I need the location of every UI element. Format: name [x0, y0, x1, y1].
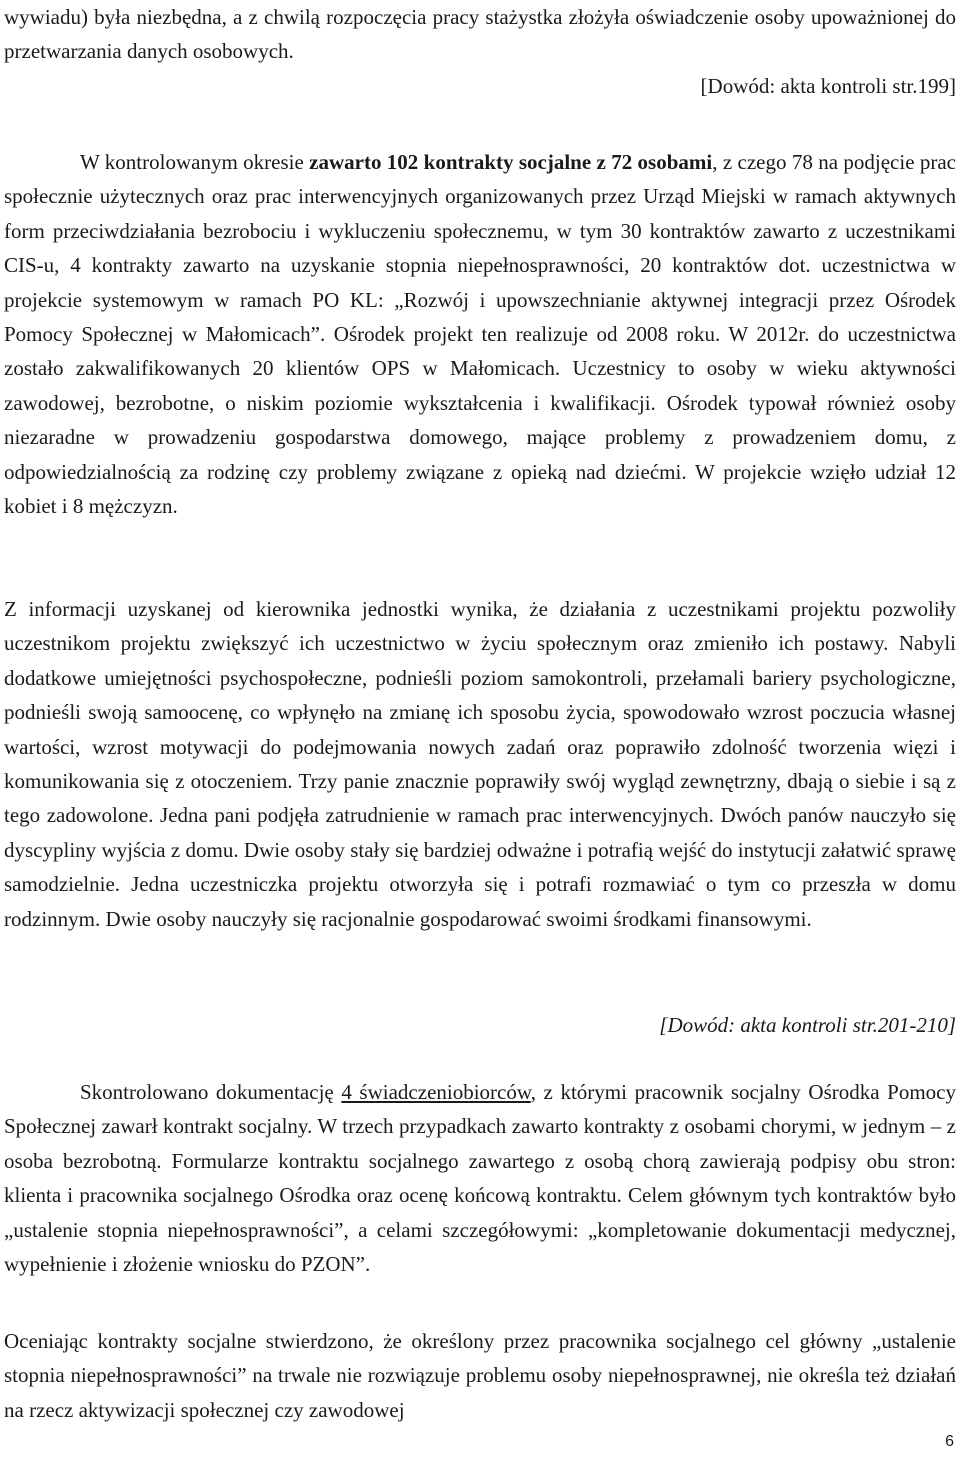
evidence-text: [Dowód: akta kontroli str.199] — [700, 74, 956, 98]
contracts-highlight: zawarto 102 kontrakty socjalne z 72 osobami — [309, 150, 713, 174]
page-number: 6 — [945, 1433, 954, 1450]
checked-details: , z którymi pracownik socjalny Ośrodka Pomocy Społecznej zawarł kontrakt socjalny. W trzech przypadkach zawarto kontrakty z osobami chorymi, w jednym – z osoba bezrobotną. Formularze kontraktu socjalnego zawartego z osobą chorą zawierają podpisy obu stron: klienta i pracownika socjalnego Ośrodka oraz ocenę końcową kontraktu. Celem głównym tych kontraktów było „ustalenie stopnia niepełnosprawności”, a celami szczegółowymi: „kompletowanie dokumentacji medycznej, wypełnienie i złożenie wniosku do PZON”. — [4, 1080, 956, 1277]
paragraph-documentation-check — [4, 1075, 956, 1281]
checked-intro: Skontrolowano dokumentację — [80, 1080, 342, 1104]
paragraph-staff-declaration — [4, 0, 956, 69]
evidence-reference-1 — [4, 69, 956, 103]
paragraph-project-results — [4, 592, 956, 936]
evidence-reference-2 — [4, 1008, 956, 1042]
paragraph-text: Oceniając kontrakty socjalne stwierdzono, że określony przez pracownika socjalnego cel główny „ustalenie stopnia niepełnosprawności” na trwale nie rozwiązuje problemu osoby niepełnosprawnej, nie określa też działań na rzecz aktywizacji społecznej czy zawodowej — [4, 1329, 956, 1422]
beneficiaries-count: 4 świadczeniobiorców — [341, 1080, 531, 1104]
contracts-intro: W kontrolowanym okresie — [80, 150, 310, 174]
paragraph-text: Z informacji uzyskanej od kierownika jednostki wynika, że działania z uczestnikami projektu pozwoliły uczestnikom projektu zwiększyć ich uczestnictwo w życiu społecznym oraz zmieniło ich postawy. Nabyli dodatkowe umiejętności psychospołeczne, podnieśli poziom samokontroli, przełamali bariery psychologiczne, podnieśli swoją samoocenę, co wpłynęło na zmianę ich sposobu życia, spowodowało wzrost poczucia własnej wartości, wzrost motywacji do podejmowania nowych zadań oraz poprawiło zdolność tworzenia więzi i komunikowania się z otoczeniem. Trzy panie znacznie poprawiły swój wygląd zewnętrzny, dbają o siebie i są z tego zadowolone. Jedna pani podjęła zatrudnienie w ramach prac interwencyjnych. Dwóch panów nauczyło się dyscypliny wyjścia z domu. Dwie osoby stały się bardziej odważne i potrafią wejść do instytucji załatwić sprawę samodzielnie. Jedna uczestniczka projektu otworzyła się i potrafi rozmawiać o tym co przeszła w domu rodzinnym. Dwie osoby nauczyły się racjonalnie gospodarować swoimi środkami finansowymi. — [4, 597, 956, 931]
paragraph-text: wywiadu) była niezbędna, a z chwilą rozpoczęcia pracy stażystka złożyła oświadczenie osoby upoważnionej do przetwarzania danych osobowych. — [4, 5, 956, 64]
evidence-text: [Dowód: akta kontroli str.201-210] — [659, 1013, 956, 1037]
contracts-details: , z czego 78 na podjęcie prac społecznie użytecznych oraz prac interwencyjnych organizowanych przez Urząd Miejski w ramach aktywnych form przeciwdziałania bezrobociu i wykluczeniu społecznemu, w tym 30 kontraktów zawarto z uczestnikami CIS-u, 4 kontrakty zawarto na uzyskanie stopnia niepełnosprawności, 20 kontraktów dot. uczestnictwa w projekcie systemowym w ramach PO KL: „Rozwój i upowszechnianie aktywnej integracji przez Ośrodek Pomocy Społecznej w Małomicach”. Ośrodek projekt ten realizuje od 2008 roku. W 2012r. do uczestnictwa zostało zakwalifikowanych 20 klientów OPS w Małomicach. Uczestnicy to osoby w wieku aktywności zawodowej, bezrobotne, o niskim poziomie wykształcenia i kwalifikacji. Ośrodek typował również osoby niezaradne w prowadzeniu gospodarstwa domowego, mające problemy z prowadzeniem domu, z odpowiedzialnością za rodzinę czy problemy związane z opieką nad dziećmi. W projekcie wzięło udział 12 kobiet i 8 mężczyzn. — [4, 150, 957, 519]
paragraph-social-contracts — [4, 145, 956, 523]
paragraph-contract-assessment — [4, 1324, 956, 1427]
